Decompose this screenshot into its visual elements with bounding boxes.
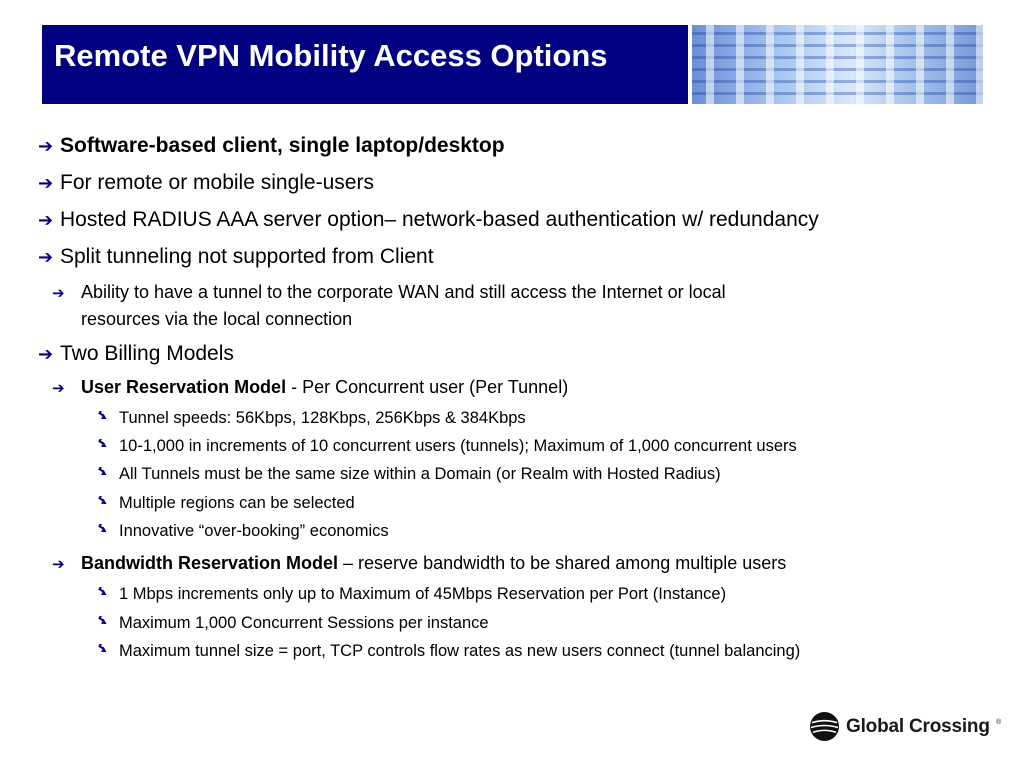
- bullet-software-client: ➔ Software-based client, single laptop/desktop: [38, 134, 505, 157]
- down-right-arrow-icon: [96, 587, 108, 599]
- down-right-arrow-icon: [96, 411, 108, 423]
- down-right-arrow-icon: [96, 467, 108, 479]
- right-arrow-icon: ➔: [52, 555, 65, 573]
- detail-max-sessions: Maximum 1,000 Concurrent Sessions per instance: [96, 614, 489, 633]
- detail-mbps-increments: 1 Mbps increments only up to Maximum of 45Mbps Reservation per Port (Instance): [96, 585, 726, 604]
- title-banner: [42, 25, 983, 104]
- down-right-arrow-icon: [96, 644, 108, 656]
- right-arrow-icon: ➔: [38, 210, 54, 231]
- bullet-billing-models: ➔ Two Billing Models: [38, 342, 234, 365]
- global-crossing-logo: [809, 711, 1009, 743]
- down-right-arrow-icon: [96, 439, 108, 451]
- bullet-radius: ➔ Hosted RADIUS AAA server option– network-based authentication w/ redundancy: [38, 208, 819, 231]
- right-arrow-icon: ➔: [38, 247, 54, 268]
- down-right-arrow-icon: [96, 524, 108, 536]
- detail-tunnel-speeds: Tunnel speeds: 56Kbps, 128Kbps, 256Kbps & 384Kbps: [96, 409, 526, 428]
- detail-overbooking: Innovative “over-booking” economics: [96, 522, 389, 541]
- detail-tunnel-size: All Tunnels must be the same size within a Domain (or Realm with Hosted Radius): [96, 465, 721, 484]
- sub-bullet-user-reservation: ➔ User Reservation Model - Per Concurrent user (Per Tunnel): [52, 377, 569, 397]
- registered-mark: ®: [996, 719, 1002, 726]
- right-arrow-icon: ➔: [38, 173, 54, 194]
- sub-bullet-bandwidth-reservation: ➔ Bandwidth Reservation Model – reserve bandwidth to be shared among multiple users: [52, 553, 787, 573]
- detail-max-tunnel-size: Maximum tunnel size = port, TCP controls flow rates as new users connect (tunnel balancing): [96, 642, 800, 661]
- right-arrow-icon: ➔: [38, 136, 54, 157]
- globe-icon: [809, 711, 840, 742]
- logo-wordmark: Global Crossing: [846, 716, 990, 737]
- detail-regions: Multiple regions can be selected: [96, 494, 355, 513]
- bullet-remote-users: ➔ For remote or mobile single-users: [38, 171, 374, 194]
- down-right-arrow-icon: [96, 616, 108, 628]
- right-arrow-icon: ➔: [38, 344, 54, 365]
- right-arrow-icon: ➔: [52, 379, 65, 397]
- down-right-arrow-icon: [96, 496, 108, 508]
- bullet-split-tunneling: ➔ Split tunneling not supported from Client: [38, 245, 434, 268]
- sub-bullet-tunnel-ability: ➔ Ability to have a tunnel to the corporate WAN and still access the Internet or local: [52, 282, 726, 302]
- banner-building-image: [692, 25, 983, 104]
- detail-increments: 10-1,000 in increments of 10 concurrent users (tunnels); Maximum of 1,000 concurrent users: [96, 437, 797, 456]
- sub-bullet-tunnel-ability-cont: resources via the local connection: [81, 309, 353, 329]
- slide-title: Remote VPN Mobility Access Options: [54, 38, 608, 73]
- right-arrow-icon: ➔: [52, 284, 65, 302]
